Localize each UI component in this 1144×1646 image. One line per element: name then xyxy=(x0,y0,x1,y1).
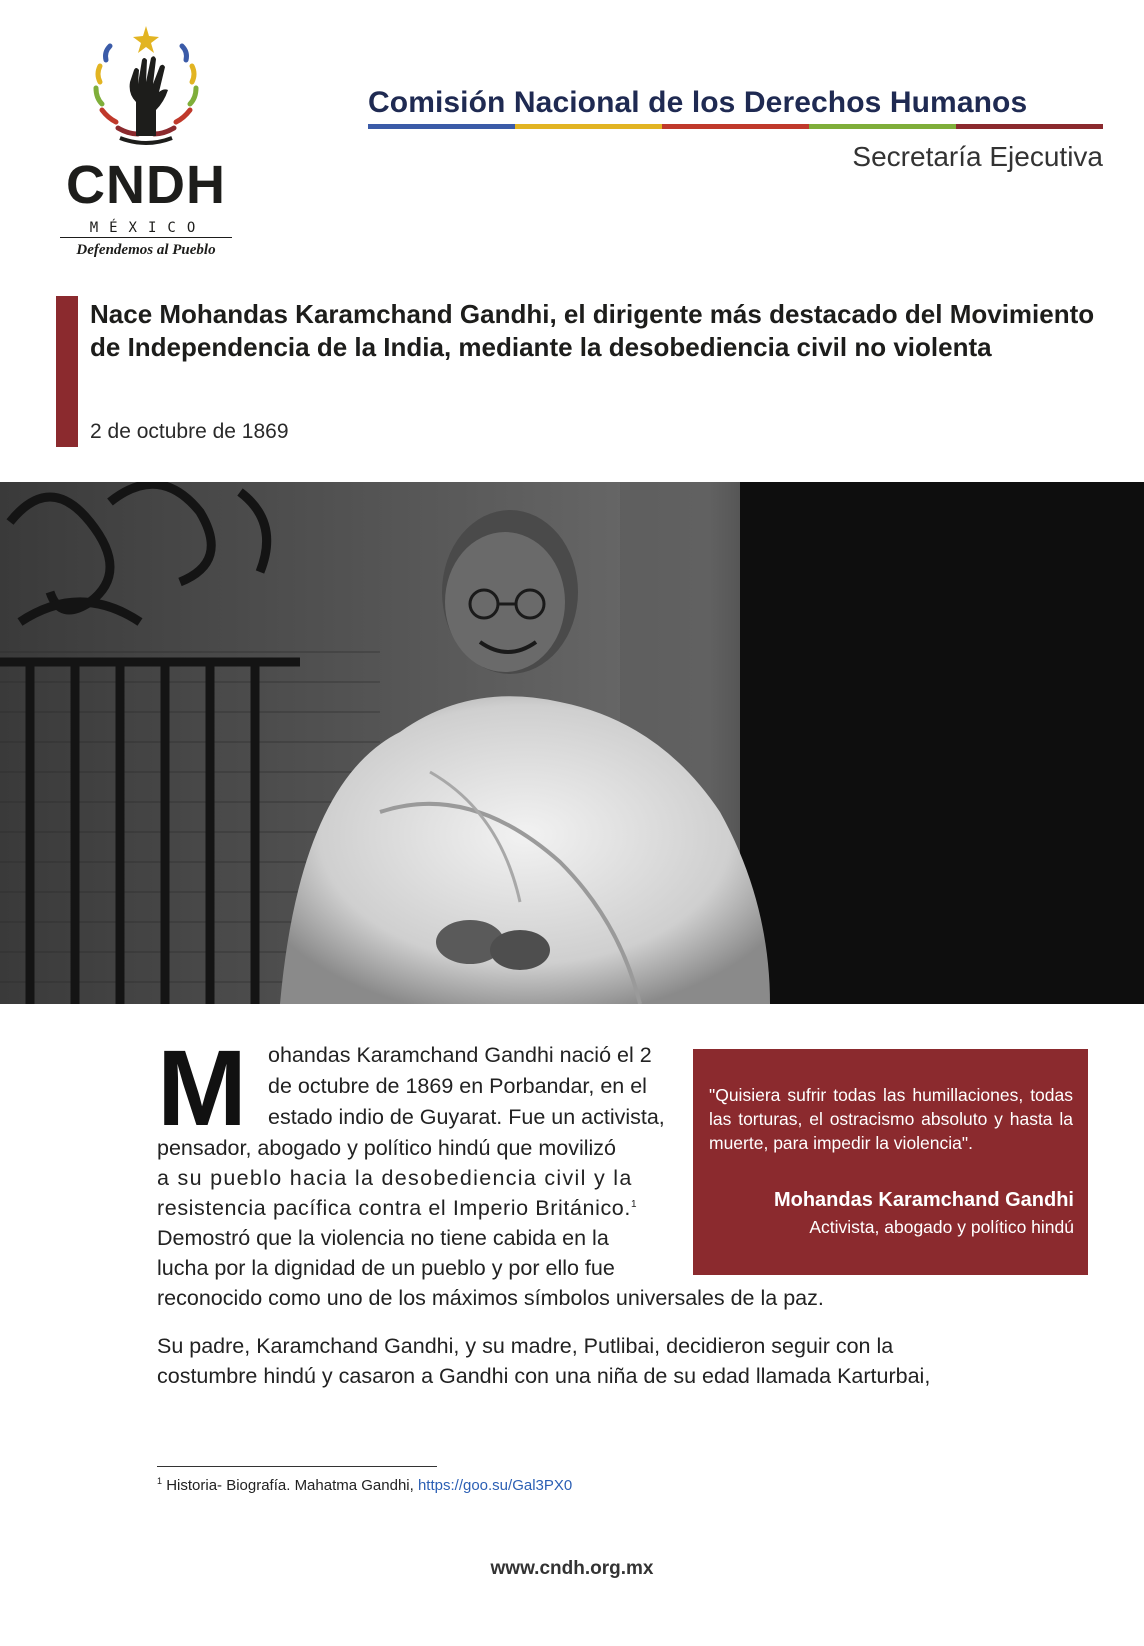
article-headline: Nace Mohandas Karamchand Gandhi, el dirigente más destacado del Movimiento de Independencia de la India, mediante la desobediencia civil no violenta xyxy=(90,299,1095,362)
paragraph-line: reconocido como uno de los máximos símbolos universales de la paz. xyxy=(157,1286,824,1310)
footnote-divider xyxy=(157,1466,437,1467)
logo-country: MÉXICO xyxy=(89,220,207,236)
website-footer[interactable]: www.cndh.org.mx xyxy=(490,1558,654,1579)
gandhi-photo-illustration xyxy=(0,482,1144,1004)
drop-cap: M xyxy=(157,1027,247,1148)
org-header xyxy=(368,86,1103,173)
footnote-number: 1 xyxy=(157,1476,163,1486)
org-name: Comisión Nacional de los Derechos Humanos xyxy=(368,86,1028,119)
color-bar-segment xyxy=(662,124,809,129)
org-subtitle: Secretaría Ejecutiva xyxy=(852,141,1103,172)
raised-hand-emblem-icon xyxy=(80,24,212,154)
paragraph-line: lucha por la dignidad de un pueblo y por ello fue xyxy=(157,1256,615,1280)
quote-role: Activista, abogado y político hindú xyxy=(809,1217,1074,1237)
quote-author: Mohandas Karamchand Gandhi xyxy=(773,1189,1074,1211)
color-bar-segment xyxy=(956,124,1103,129)
paragraph-line-text: resistencia pacífica contra el Imperio Británico. xyxy=(157,1196,631,1220)
paragraph-line: Su padre, Karamchand Gandhi, y su madre, Putlibai, decidieron seguir con la xyxy=(157,1334,894,1358)
logo-divider xyxy=(60,237,232,238)
paragraph-line: ohandas Karamchand Gandhi nació el 2 xyxy=(268,1043,652,1067)
paragraph-line: de octubre de 1869 en Porbandar, en el xyxy=(268,1074,647,1098)
pull-quote xyxy=(693,1049,1088,1275)
logo-acronym: CNDH xyxy=(66,155,226,215)
footnote-link[interactable]: https://goo.su/Gal3PX0 xyxy=(417,1477,573,1494)
cndh-logo xyxy=(56,24,236,258)
footnote-text: Historia- Biografía. Mahatma Gandhi, xyxy=(166,1477,418,1494)
quote-text: "Quisiera sufrir todas las humillaciones, todas las torturas, el ostracismo absoluto y hasta la muerte, para impedir la violencia". xyxy=(709,1085,1073,1153)
headline-block xyxy=(56,296,1096,447)
color-bar-segment xyxy=(368,124,515,129)
logo-slogan: Defendemos al Pueblo xyxy=(76,242,216,258)
paragraph-line: estado indio de Guyarat. Fue un activista, xyxy=(268,1105,665,1129)
color-bar-segment xyxy=(809,124,956,129)
paragraph-line: pensador, abogado y político hindú que movilizó xyxy=(157,1136,616,1160)
paragraph-line: Demostró que la violencia no tiene cabida en la xyxy=(157,1226,609,1250)
color-bar xyxy=(368,124,1103,129)
paragraph-line: costumbre hindú y casaron a Gandhi con una niña de su edad llamada Karturbai, xyxy=(157,1364,931,1388)
accent-bar xyxy=(56,296,78,447)
gandhi-photo xyxy=(0,482,1144,1004)
color-bar-segment xyxy=(515,124,662,129)
article-date: 2 de octubre de 1869 xyxy=(90,420,289,443)
paragraph-line xyxy=(157,1196,637,1221)
footnote-reference[interactable]: 1 xyxy=(630,1198,637,1210)
footnote xyxy=(157,1476,572,1494)
paragraph-line: a su pueblo hacia la desobediencia civil y la xyxy=(157,1166,633,1190)
